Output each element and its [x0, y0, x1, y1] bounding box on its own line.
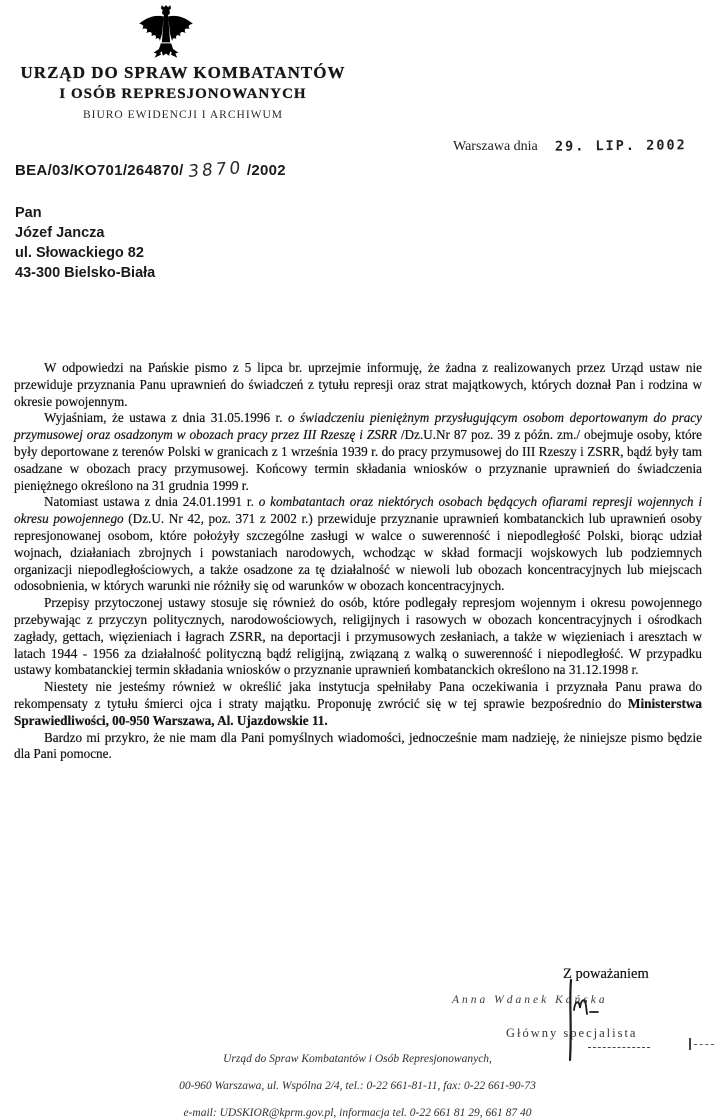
- addressee-salutation: Pan: [15, 205, 42, 221]
- agency-name-line2: I OSÓB REPRESJONOWANYCH: [59, 86, 307, 102]
- paragraph-3-lead: Natomiast ustawa z dnia 24.01.1991 r.: [44, 494, 259, 510]
- paragraph-1: W odpowiedzi na Pańskie pismo z 5 lipca br. uprzejmie informuję, że żadna z realizowanych przez Urząd ustaw nie przewiduje przyznania Panu uprawnień do świadczeń z tytułu represji oraz strat majątkowych, których doznał Pan i rodzina w okresie powojennym.: [14, 360, 702, 409]
- polish-eagle-icon: [134, 4, 198, 60]
- paragraph-6: Bardzo mi przykro, że nie mam dla Pani pomyślnych wiadomości, jednocześnie mam nadzieję, że niniejsze pismo będzie dla Pani pomocne.: [14, 729, 702, 762]
- agency-name-line1: URZĄD DO SPRAW KOMBATANTÓW: [20, 63, 346, 82]
- paragraph-5-ministry-address: Ministerstwa Sprawiedliwości, 00-950 Warszawa, Al. Ujazdowskie 11.: [14, 695, 702, 728]
- footer-address-line: 00-960 Warszawa, ul. Wspólna 2/4, tel.: 0-22 661-81-11, fax: 0-22 661-90-73: [179, 1080, 536, 1092]
- place-and-date-label: Warszawa dnia: [453, 139, 538, 154]
- addressee-name: Józef Jancza: [15, 225, 105, 241]
- date-stamp: 29. LIP. 2002: [555, 137, 688, 155]
- paragraph-2-act-title: o świadczeniu pieniężnym przysługującym osobom deportowanym do pracy przymusowej oraz osadzonym w obozach pracy przez III Rzeszę i ZSRR: [14, 410, 702, 443]
- paragraph-2: [14, 410, 702, 494]
- signer-title: Główny specjalista: [506, 1026, 638, 1040]
- letter-footer: [0, 1046, 715, 1120]
- footer-email-line: e-mail: UDSKIOR@kprm.gov.pl, informacja tel. 0-22 661 81 29, 661 87 40: [183, 1107, 532, 1119]
- valediction: Z poważaniem: [563, 966, 649, 982]
- paragraph-4: Przepisy przytoczonej ustawy stosuje się również do osób, które podlegały represjom wojennym i okresu powojennego przebywając z przyczyn politycznych, narodowościowych, religijnych i rasowych w obozach koncentracyjnych i ośrodkach zagłady, gettach, więzieniach i łagrach ZSRR, na deportacji i przymusowych zesłaniach, a także w więzieniach i aresztach w latach 1944 - 1956 za działalność polityczną bądź religijną, związaną z walką o suwerenność i niepodległość. W przypadku ustawy kombatanckiej termin składania wniosków o przyznanie uprawnień kombatanckich określono na 31.12.1998 r.: [14, 595, 702, 678]
- dateline: [453, 138, 708, 155]
- reference-number: [15, 157, 286, 183]
- reference-handwritten-number: 3870: [186, 157, 244, 183]
- addressee-block: [15, 203, 155, 283]
- letterhead: [8, 62, 358, 124]
- paragraph-2-rest: /Dz.U.Nr 87 poz. 39 z późn. zm./ obejmuje osoby, które były deportowane z terenów Polski w granicach z 1 września 1939 r. do pracy przymusowej do III Rzeszy i ZSRR, bądź były tam osadzane w obozach pracy przymusowej. Końcowy termin składania wniosków o przyznanie uprawnień do świadczenia pieniężnego określono na 31 grudnia 1999 r.: [14, 427, 702, 493]
- paragraph-3: [14, 494, 702, 595]
- reference-prefix: BEA/03/KO701/264870/: [15, 162, 184, 179]
- scan-artifact-dashes: [694, 1044, 714, 1045]
- letter-body: [14, 360, 702, 763]
- paragraph-5: [14, 679, 702, 729]
- paragraph-5-lead: Niestety nie jesteśmy również w określić jaka instytucja spełniłaby Pana oczekiwania i przyznała Panu prawa do rekompensaty z tytułu śmierci ojca i straty majątku. Proponuję zwrócić się w tej sprawie bezpośrednio do: [14, 679, 702, 711]
- footer-agency-line: Urząd do Spraw Kombatantów i Osób Represjonowanych,: [223, 1053, 492, 1065]
- paragraph-2-lead: Wyjaśniam, że ustawa z dnia 31.05.1996 r.: [44, 410, 288, 426]
- paragraph-3-act-title: o kombatantach oraz niektórych osobach będących ofiarami represji wojennych i okresu powojennego: [14, 494, 703, 527]
- agency-bureau-line: BIURO EWIDENCJI I ARCHIWUM: [82, 109, 284, 121]
- signer-name: Anna Wdanek Kańska: [452, 994, 608, 1006]
- paragraph-3-rest: (Dz.U. Nr 42, poz. 371 z 2002 r.) przewiduje przyznanie uprawnień kombatanckich lub uprawnień osoby represjonowanej osobom, które położyły szczególne zasługi w walce o suwerenność i niepodległość Polski, biorąc udział wojnach, działaniach zbrojnych i powstaniach narodowych, wchodząc w skład formacji wojskowych lub podziemnych organizacji niepodległościowych, a także osadzone za tę działalność w niewoli lub obozach koncentracyjnych lub miejscach odosobnienia, w których warunki nie różniły się od warunków w obozach koncentracyjnych.: [14, 511, 702, 594]
- addressee-street: ul. Słowackiego 82: [15, 245, 144, 261]
- reference-suffix: /2002: [246, 162, 286, 179]
- addressee-city: 43-300 Bielsko-Biała: [15, 265, 156, 281]
